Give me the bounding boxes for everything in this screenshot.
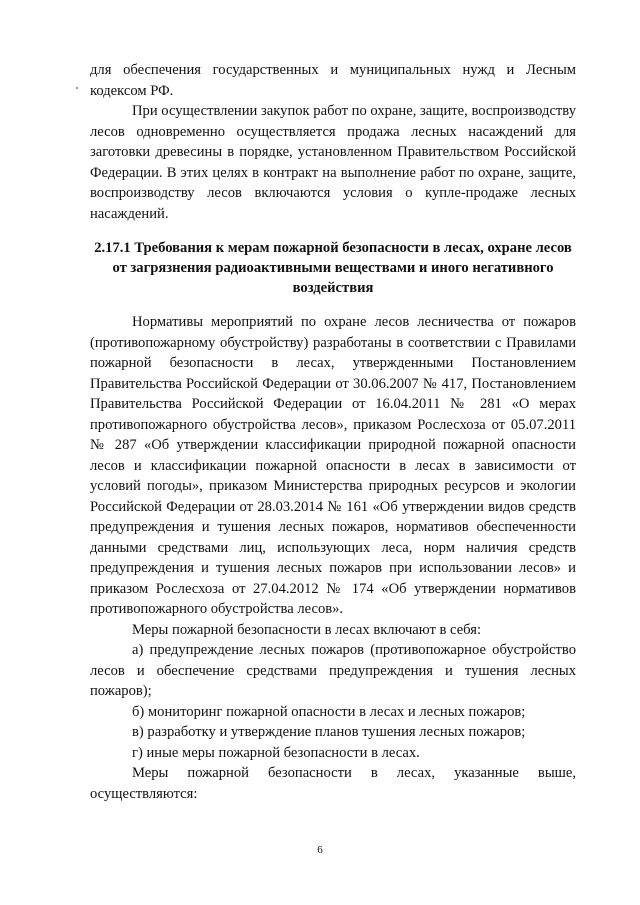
measures-intro: Меры пожарной безопасности в лесах включают в себя: xyxy=(132,621,481,638)
section-body-block xyxy=(90,312,576,804)
measure-item-a: а) предупреждение лесных пожаров (противопожарное обустройство лесов и обеспечение средствами предупреждения и тушения лесных пожаров); xyxy=(90,642,576,699)
measure-item-c: в) разработку и утверждение планов тушения лесных пожаров; xyxy=(132,724,526,740)
section-body-paragraph: Нормативы мероприятий по охране лесов лесничества от пожаров (противопожарному обустройству) разработаны в соответствии с Правилами пожарной безопасности в лесах, утвержденными Постановлением Правительства Российской Федерации от 30.06.2007 № 417, Постановлением Правительства Российской Федерации от 16.04.2011 № 281 «О мерах противопожарного обустройства лесов», приказом Рослесхоза от 05.07.2011 № 287 «Об утверждении классификации природной пожарной опасности лесов и классификации пожарной опасности в лесах в зависимости от условий погоды», приказом Министерства природных ресурсов и экологии Российской Федерации от 28.03.2014 № 161 «Об утверждении видов средств предупреждения и тушения лесных пожаров, нормативов обеспеченности данными средствами лиц, использующих леса, норм наличия средств предупреждения и тушения лесных пожаров при использовании лесов» и приказом Рослесхоза от 27.04.2012 № 174 «Об утверждении нормативов противопожарного обустройства лесов». xyxy=(90,314,576,617)
scan-speck xyxy=(76,87,78,89)
intro-continuation: для обеспечения государственных и муниципальных нужд и Лесным кодексом РФ. xyxy=(90,62,576,99)
intro-block xyxy=(90,60,576,224)
page-number: 6 xyxy=(317,844,323,856)
closing-paragraph: Меры пожарной безопасности в лесах, указанные выше, осуществляются: xyxy=(90,765,576,802)
measure-item-d: г) иные меры пожарной безопасности в лесах. xyxy=(132,744,420,761)
section-heading: 2.17.1 Требования к мерам пожарной безопасности в лесах, охране лесов от загрязнения радиоактивными веществами и иного негативного воздействия xyxy=(94,240,572,296)
intro-paragraph: При осуществлении закупок работ по охране, защите, воспроизводству лесов одновременно осуществляется продажа лесных насаждений для заготовки древесины в порядке, установленном Правительством Российской Федерации. В этих целях в контракт на выполнение работ по охране, защите, воспроизводству лесов включаются условия о купле-продаже лесных насаждений. xyxy=(90,103,576,222)
measure-item-b: б) мониторинг пожарной опасности в лесах и лесных пожаров; xyxy=(132,703,526,720)
